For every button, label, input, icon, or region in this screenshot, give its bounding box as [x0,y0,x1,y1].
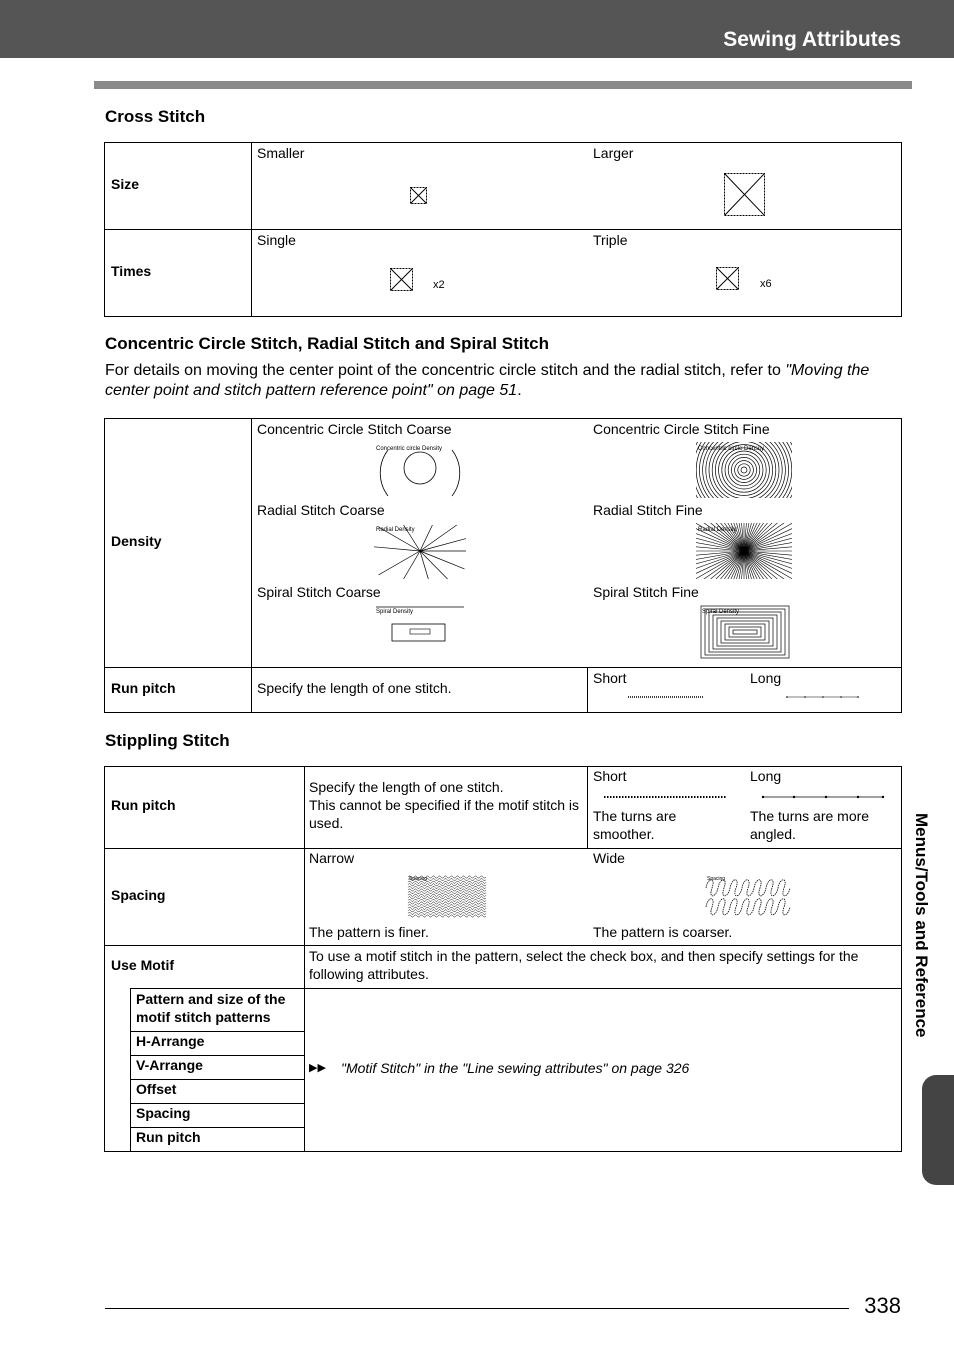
triple-label: Triple [593,232,628,248]
stippling-run-pitch-desc-1: Specify the length of one stitch. [309,779,504,795]
radial-fine-label: Radial Stitch Fine [593,502,703,518]
stippling-heading: Stippling Stitch [105,731,230,750]
x2-label: x2 [433,279,445,291]
concentric-fine-sample [696,442,792,498]
motif-sub-run-pitch: Run pitch [136,1129,201,1145]
stippling-short-label: Short [593,768,627,784]
spiral-coarse-label: Spiral Stitch Coarse [257,584,381,600]
page-number: 338 [864,1293,901,1318]
wide-label: Wide [593,850,625,866]
table-divider [104,945,902,946]
table-divider [304,766,305,1152]
cross-stitch-triple-sample [716,267,740,291]
side-tab-text: Menus/Tools and Reference [912,813,931,1038]
stippling-long-note: The turns are more angled. [750,808,870,842]
stippling-run-pitch-label: Run pitch [111,797,176,813]
cross-stitch-large-sample [724,173,766,217]
motif-sub-v-arrange: V-Arrange [136,1057,203,1073]
table-divider [587,766,588,848]
spiral-fine-label: Spiral Stitch Fine [593,584,699,600]
intro-text: For details on moving the center point of the concentric circle stitch and the radial stitch, refer to [105,362,786,379]
spiral-coarse-sample [374,605,466,645]
motif-sub-h-arrange: H-Arrange [136,1033,205,1049]
motif-sub-spacing: Spacing [136,1105,191,1121]
section-divider-bar [94,81,912,89]
narrow-spacing-caption: Spacing [409,876,428,882]
use-motif-label: Use Motif [111,957,174,973]
run-pitch-desc: Specify the length of one stitch. [257,680,452,696]
table-divider [251,418,252,713]
radial-coarse-label: Radial Stitch Coarse [257,502,385,518]
stippling-short-sample [604,794,728,800]
stippling-long-sample [762,794,886,800]
spiral-density-caption: Spiral Density [376,609,414,615]
smaller-label: Smaller [257,145,305,161]
run-pitch-label: Run pitch [111,680,176,696]
use-motif-desc: To use a motif stitch in the pattern, select the check box, and then specify settings for the following attributes. [309,948,859,982]
radial-density-caption: Radial Density [376,527,415,533]
spacing-label: Spacing [111,887,166,903]
concentric-heading: Concentric Circle Stitch, Radial Stitch and Spiral Stitch [105,334,549,353]
motif-sub-pattern-size: Pattern and size of the motif stitch patterns [136,991,286,1025]
cc-coarse-label: Concentric Circle Stitch Coarse [257,421,452,437]
size-label: Size [111,176,140,192]
table-divider [104,848,902,849]
x6-label: x6 [760,278,772,290]
stippling-run-pitch-desc-2: This cannot be specified if the motif stitch is used. [309,797,580,831]
concentric-intro [105,361,905,401]
reference-arrow-icon: ▶▶ [309,1062,326,1074]
cross-stitch-small-sample [410,187,428,205]
run-pitch-long-sample [786,694,860,700]
intro-page-reference[interactable]: "Moving the center point and stitch pattern reference point" on page 51 [105,362,870,399]
table-divider [104,229,902,230]
concentric-coarse-sample [374,442,464,498]
side-tab[interactable] [922,1075,954,1185]
spacing-wide-sample [706,874,782,918]
table-divider [104,667,902,668]
spacing-narrow-sample [408,874,484,918]
stippling-short-note: The turns are smoother. [593,808,677,842]
narrow-label: Narrow [309,850,355,866]
table-divider [587,667,588,713]
spiral-fine-sample [700,605,790,659]
run-pitch-short-sample [628,694,704,700]
radial-fine-sample [696,523,792,579]
larger-label: Larger [593,145,634,161]
motif-sub-offset: Offset [136,1081,177,1097]
spiral-fine-density-caption: Spiral Density [702,609,740,615]
motif-reference-link[interactable]: "Motif Stitch" in the "Line sewing attributes" on page 326 [341,1060,690,1076]
cc-fine-label: Concentric Circle Stitch Fine [593,421,770,437]
cc-density-caption: Concentric circle Density [376,446,443,452]
table-divider [130,988,902,989]
cross-stitch-heading: Cross Stitch [105,107,206,126]
stippling-long-label: Long [750,768,782,784]
page-header-title: Sewing Attributes [723,28,901,51]
radial-coarse-sample [374,523,466,579]
narrow-note: The pattern is finer. [309,924,429,940]
cc-fine-density-caption: Concentric circle Density [698,446,765,452]
run-pitch-short-label: Short [593,670,627,686]
wide-spacing-caption: Spacing [707,876,726,882]
intro-end: . [517,382,522,399]
times-label: Times [111,263,152,279]
density-label: Density [111,533,162,549]
single-label: Single [257,232,296,248]
radial-fine-density-caption: Radial Density [698,527,737,533]
run-pitch-long-label: Long [750,670,782,686]
wide-note: The pattern is coarser. [593,924,733,940]
cross-stitch-single-sample [390,268,414,292]
side-tab-label [912,813,946,1063]
footer-rule [105,1308,849,1309]
